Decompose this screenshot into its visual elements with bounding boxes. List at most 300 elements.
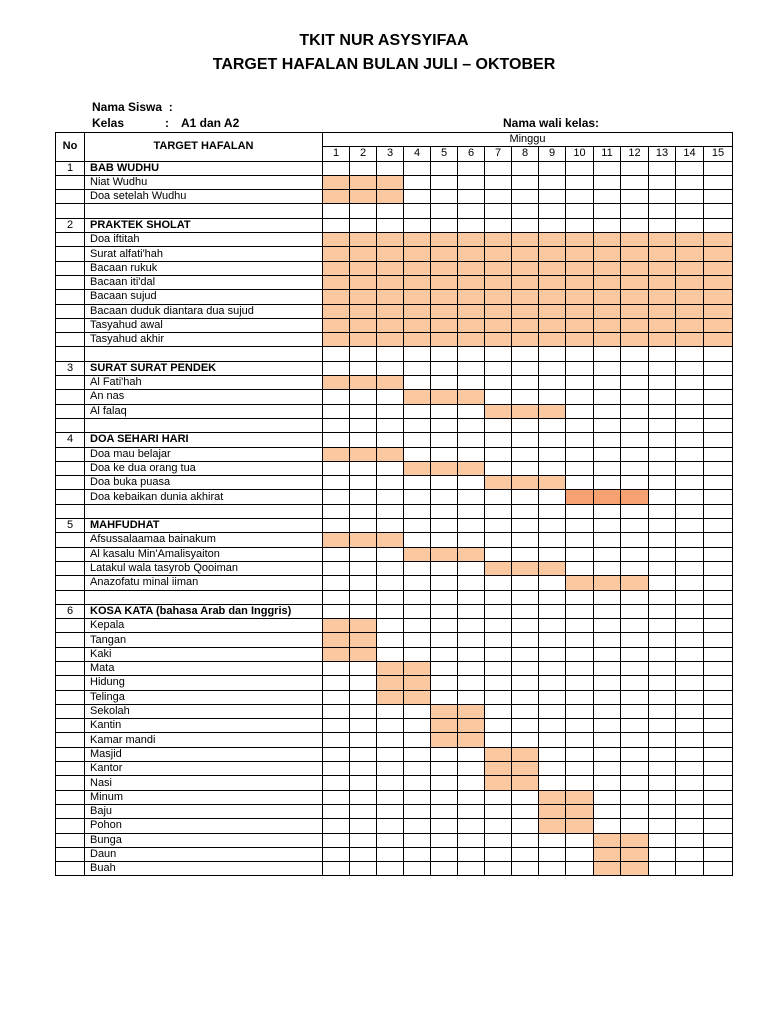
week-cell — [676, 804, 704, 818]
week-cell — [704, 790, 733, 804]
week-cell — [621, 390, 649, 404]
row-number — [56, 747, 85, 761]
table-row — [56, 333, 733, 347]
week-cell — [676, 404, 704, 418]
week-cell-target — [404, 261, 431, 275]
week-cell-target — [566, 304, 594, 318]
week-cell — [431, 819, 458, 833]
week-cell — [649, 447, 676, 461]
week-cell — [539, 661, 566, 675]
week-cell — [676, 790, 704, 804]
hafalan-item: Surat alfati'hah — [85, 247, 323, 261]
section-row — [56, 519, 733, 533]
week-cell — [676, 533, 704, 547]
week-cell-target — [458, 261, 485, 275]
week-cell — [704, 504, 733, 518]
week-cell — [704, 218, 733, 232]
week-cell — [539, 376, 566, 390]
week-cell — [350, 461, 377, 475]
week-cell-target — [566, 247, 594, 261]
hafalan-item: Buah — [85, 862, 323, 876]
week-cell — [404, 433, 431, 447]
week-cell — [458, 633, 485, 647]
week-cell — [676, 733, 704, 747]
minggu-header: Minggu — [323, 133, 733, 147]
week-cell — [539, 490, 566, 504]
week-cell — [621, 204, 649, 218]
week-cell-target — [404, 676, 431, 690]
week-cell — [704, 633, 733, 647]
week-cell-target — [512, 290, 539, 304]
week-cell — [704, 704, 733, 718]
week-cell — [676, 161, 704, 175]
week-cell-target — [350, 376, 377, 390]
week-number: 12 — [621, 147, 649, 161]
week-cell — [649, 347, 676, 361]
week-cell — [676, 175, 704, 189]
row-number — [56, 418, 85, 432]
week-cell — [485, 547, 512, 561]
week-cell-target — [404, 304, 431, 318]
week-number: 2 — [350, 147, 377, 161]
week-cell — [404, 604, 431, 618]
week-cell — [350, 218, 377, 232]
week-cell-target — [404, 461, 431, 475]
section-title: DOA SEHARI HARI — [85, 433, 323, 447]
week-cell — [704, 418, 733, 432]
week-cell-target — [704, 233, 733, 247]
week-cell — [485, 461, 512, 475]
week-cell — [323, 690, 350, 704]
week-cell-target — [566, 576, 594, 590]
week-cell-target — [512, 762, 539, 776]
week-cell — [377, 819, 404, 833]
week-cell — [676, 476, 704, 490]
week-cell — [323, 490, 350, 504]
week-cell — [539, 433, 566, 447]
week-cell-target — [539, 790, 566, 804]
week-cell-target — [485, 476, 512, 490]
week-cell — [404, 647, 431, 661]
hafalan-item: Minum — [85, 790, 323, 804]
week-cell — [566, 747, 594, 761]
week-cell-target — [704, 275, 733, 289]
week-cell-target — [431, 719, 458, 733]
week-cell — [621, 519, 649, 533]
week-cell — [431, 862, 458, 876]
week-cell — [377, 561, 404, 575]
table-row — [56, 847, 733, 861]
week-cell — [512, 418, 539, 432]
week-cell-target — [512, 275, 539, 289]
week-cell-target — [377, 233, 404, 247]
week-cell-target — [485, 318, 512, 332]
week-cell — [512, 676, 539, 690]
hafalan-item — [85, 347, 323, 361]
row-number — [56, 847, 85, 861]
week-cell-target — [323, 333, 350, 347]
week-cell-target — [676, 304, 704, 318]
week-cell-target — [431, 318, 458, 332]
week-cell — [350, 404, 377, 418]
row-number — [56, 190, 85, 204]
week-cell — [323, 590, 350, 604]
week-cell — [539, 690, 566, 704]
week-cell-target — [621, 261, 649, 275]
hafalan-item: Baju — [85, 804, 323, 818]
hafalan-item: Kepala — [85, 619, 323, 633]
week-cell-target — [539, 275, 566, 289]
week-cell-target — [350, 533, 377, 547]
week-cell — [323, 418, 350, 432]
week-cell — [676, 847, 704, 861]
week-cell — [594, 619, 621, 633]
week-cell-target — [377, 376, 404, 390]
week-cell-target — [350, 261, 377, 275]
week-cell — [676, 704, 704, 718]
week-cell — [323, 161, 350, 175]
week-cell — [704, 604, 733, 618]
week-cell — [649, 661, 676, 675]
week-cell — [458, 504, 485, 518]
week-cell — [539, 519, 566, 533]
week-cell — [649, 647, 676, 661]
week-cell-target — [594, 275, 621, 289]
week-cell — [512, 218, 539, 232]
week-cell-target — [404, 275, 431, 289]
week-cell-target — [621, 247, 649, 261]
week-cell — [649, 161, 676, 175]
week-cell — [458, 533, 485, 547]
week-cell — [566, 533, 594, 547]
row-number — [56, 790, 85, 804]
week-cell — [621, 733, 649, 747]
week-cell-target — [377, 690, 404, 704]
week-cell — [350, 661, 377, 675]
week-cell — [323, 733, 350, 747]
week-cell — [649, 733, 676, 747]
week-cell — [377, 347, 404, 361]
week-cell — [594, 790, 621, 804]
week-cell — [377, 461, 404, 475]
week-cell-target — [485, 404, 512, 418]
school-title: TKIT NUR ASYSYIFAA — [299, 32, 469, 49]
week-cell — [512, 833, 539, 847]
week-number: 10 — [566, 147, 594, 161]
week-cell — [704, 390, 733, 404]
week-cell — [485, 490, 512, 504]
week-cell — [350, 704, 377, 718]
week-cell-target — [566, 804, 594, 818]
table-row — [56, 647, 733, 661]
week-cell — [431, 561, 458, 575]
week-cell-target — [512, 233, 539, 247]
hafalan-item: Kantor — [85, 762, 323, 776]
week-cell — [431, 647, 458, 661]
week-cell — [566, 461, 594, 475]
week-cell-target — [485, 247, 512, 261]
week-cell-target — [431, 390, 458, 404]
week-cell — [323, 604, 350, 618]
week-cell-target — [377, 676, 404, 690]
week-cell-target — [594, 862, 621, 876]
week-cell — [431, 476, 458, 490]
table-row — [56, 661, 733, 675]
week-cell — [539, 190, 566, 204]
hafalan-item: Pohon — [85, 819, 323, 833]
week-cell-target — [323, 233, 350, 247]
week-cell — [621, 218, 649, 232]
week-cell — [676, 862, 704, 876]
week-cell — [621, 461, 649, 475]
week-cell — [512, 619, 539, 633]
table-row — [56, 747, 733, 761]
row-number — [56, 862, 85, 876]
week-cell — [539, 633, 566, 647]
week-cell — [404, 819, 431, 833]
week-cell — [704, 161, 733, 175]
week-cell — [404, 190, 431, 204]
week-cell — [649, 819, 676, 833]
week-cell — [323, 833, 350, 847]
week-cell — [594, 533, 621, 547]
week-cell — [594, 347, 621, 361]
week-cell-target — [458, 733, 485, 747]
week-cell — [676, 490, 704, 504]
hafalan-item: Doa mau belajar — [85, 447, 323, 461]
week-cell — [485, 661, 512, 675]
week-cell-target — [539, 333, 566, 347]
week-cell — [323, 547, 350, 561]
week-cell — [539, 862, 566, 876]
week-cell-target — [566, 290, 594, 304]
week-cell — [485, 647, 512, 661]
week-cell — [350, 733, 377, 747]
week-cell — [704, 476, 733, 490]
week-number: 5 — [431, 147, 458, 161]
week-cell — [431, 204, 458, 218]
week-cell — [512, 504, 539, 518]
row-number: 3 — [56, 361, 85, 375]
week-cell — [676, 461, 704, 475]
week-cell — [512, 390, 539, 404]
week-cell — [404, 218, 431, 232]
week-cell-target — [431, 275, 458, 289]
week-cell-target — [704, 333, 733, 347]
table-row — [56, 490, 733, 504]
week-cell-target — [458, 547, 485, 561]
week-cell — [539, 218, 566, 232]
week-cell — [704, 747, 733, 761]
week-cell — [458, 404, 485, 418]
week-cell — [431, 690, 458, 704]
week-cell — [377, 519, 404, 533]
week-cell — [539, 847, 566, 861]
week-cell — [704, 762, 733, 776]
week-cell — [539, 175, 566, 189]
week-cell — [323, 347, 350, 361]
week-cell-target — [377, 190, 404, 204]
hafalan-item: Masjid — [85, 747, 323, 761]
week-cell — [350, 519, 377, 533]
week-cell-target — [512, 747, 539, 761]
week-cell — [404, 833, 431, 847]
week-cell — [704, 461, 733, 475]
week-cell — [566, 433, 594, 447]
week-cell-target — [458, 290, 485, 304]
week-cell — [323, 361, 350, 375]
week-cell-target — [512, 318, 539, 332]
week-cell — [485, 576, 512, 590]
row-number: 5 — [56, 519, 85, 533]
week-cell — [704, 533, 733, 547]
week-cell-target — [621, 847, 649, 861]
week-cell — [594, 447, 621, 461]
row-number — [56, 590, 85, 604]
week-cell — [431, 762, 458, 776]
week-cell — [377, 418, 404, 432]
week-cell — [350, 361, 377, 375]
table-row — [56, 619, 733, 633]
week-cell — [566, 762, 594, 776]
week-cell — [566, 190, 594, 204]
table-row — [56, 833, 733, 847]
week-cell — [539, 161, 566, 175]
week-cell — [404, 447, 431, 461]
week-cell — [458, 347, 485, 361]
week-cell — [676, 633, 704, 647]
row-number — [56, 504, 85, 518]
row-number — [56, 733, 85, 747]
wali-kelas-label: Nama wali kelas: — [503, 116, 600, 130]
week-cell — [350, 547, 377, 561]
week-cell-target — [676, 247, 704, 261]
week-cell — [594, 633, 621, 647]
week-cell — [704, 690, 733, 704]
week-cell — [485, 604, 512, 618]
table-row — [56, 304, 733, 318]
week-cell — [485, 347, 512, 361]
week-cell — [566, 390, 594, 404]
week-cell — [566, 376, 594, 390]
week-cell — [704, 733, 733, 747]
week-cell — [566, 418, 594, 432]
week-cell — [458, 776, 485, 790]
week-cell — [377, 619, 404, 633]
week-cell — [431, 190, 458, 204]
table-row — [56, 576, 733, 590]
row-number — [56, 233, 85, 247]
week-cell — [350, 719, 377, 733]
week-cell — [621, 590, 649, 604]
week-cell — [404, 204, 431, 218]
week-cell — [649, 833, 676, 847]
week-cell-target — [621, 333, 649, 347]
week-cell-target — [649, 333, 676, 347]
week-cell — [676, 519, 704, 533]
week-cell — [458, 590, 485, 604]
week-cell-target — [676, 261, 704, 275]
hafalan-item: Nasi — [85, 776, 323, 790]
week-cell — [512, 161, 539, 175]
week-cell — [323, 762, 350, 776]
week-cell — [621, 719, 649, 733]
week-cell-target — [704, 304, 733, 318]
hafalan-item: Tasyahud awal — [85, 318, 323, 332]
row-number — [56, 676, 85, 690]
table-row — [56, 204, 733, 218]
hafalan-item: Latakul wala tasyrob Qooiman — [85, 561, 323, 575]
row-number — [56, 347, 85, 361]
week-cell — [649, 747, 676, 761]
hafalan-item: Kaki — [85, 647, 323, 661]
section-row — [56, 433, 733, 447]
week-cell — [649, 190, 676, 204]
row-number — [56, 476, 85, 490]
week-cell — [350, 790, 377, 804]
section-title: KOSA KATA (bahasa Arab dan Inggris) — [85, 604, 323, 618]
week-cell — [377, 762, 404, 776]
week-cell — [458, 676, 485, 690]
week-cell — [539, 590, 566, 604]
week-cell — [512, 862, 539, 876]
week-cell-target — [539, 290, 566, 304]
row-number — [56, 804, 85, 818]
week-cell — [539, 347, 566, 361]
row-number — [56, 561, 85, 575]
week-cell-target — [649, 304, 676, 318]
week-cell — [621, 790, 649, 804]
week-cell — [458, 619, 485, 633]
week-cell — [377, 590, 404, 604]
week-cell — [676, 547, 704, 561]
week-cell-target — [431, 304, 458, 318]
week-cell — [458, 576, 485, 590]
week-cell — [649, 361, 676, 375]
week-cell — [512, 461, 539, 475]
table-row — [56, 790, 733, 804]
week-cell-target — [431, 547, 458, 561]
table-row — [56, 275, 733, 289]
week-cell — [649, 404, 676, 418]
week-cell — [621, 418, 649, 432]
week-cell — [594, 433, 621, 447]
row-number — [56, 490, 85, 504]
week-number: 14 — [676, 147, 704, 161]
week-cell — [539, 390, 566, 404]
week-cell-target — [485, 261, 512, 275]
week-cell-target — [539, 804, 566, 818]
week-cell — [621, 561, 649, 575]
week-cell-target — [512, 333, 539, 347]
week-cell — [485, 390, 512, 404]
week-cell-target — [621, 490, 649, 504]
week-cell — [485, 361, 512, 375]
week-cell — [539, 647, 566, 661]
week-cell-target — [323, 261, 350, 275]
week-cell-target — [704, 318, 733, 332]
row-number — [56, 261, 85, 275]
week-cell — [566, 404, 594, 418]
hafalan-item — [85, 504, 323, 518]
week-cell — [350, 390, 377, 404]
week-cell — [566, 347, 594, 361]
week-cell — [404, 590, 431, 604]
week-cell — [566, 633, 594, 647]
week-cell — [512, 519, 539, 533]
row-number — [56, 547, 85, 561]
week-cell — [594, 776, 621, 790]
